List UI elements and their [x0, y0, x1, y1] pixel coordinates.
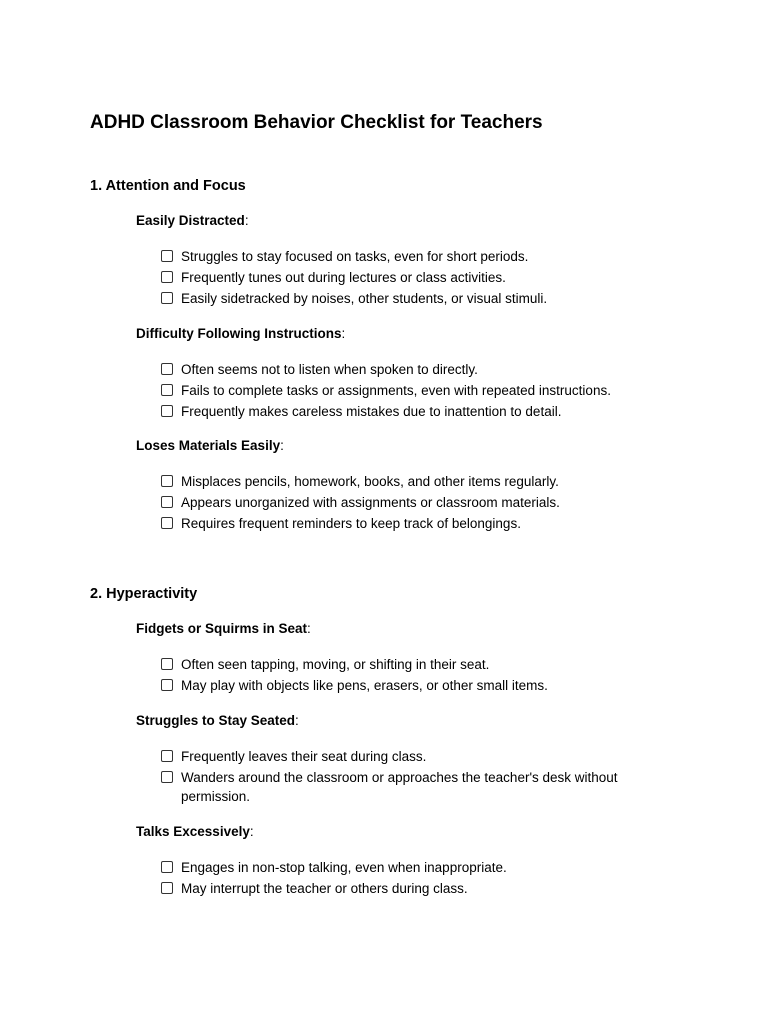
checkbox-icon[interactable] — [161, 384, 173, 396]
checkbox-icon[interactable] — [161, 475, 173, 487]
subheading-label: Fidgets or Squirms in Seat — [136, 621, 308, 636]
checkbox-icon[interactable] — [161, 250, 173, 262]
subheading-suffix: : — [341, 326, 346, 341]
checkbox-icon[interactable] — [161, 292, 173, 304]
checkbox-icon[interactable] — [161, 750, 173, 762]
checkbox-icon[interactable] — [161, 496, 173, 508]
checkbox-icon[interactable] — [161, 771, 173, 783]
subheading-loses-materials-easily — [136, 437, 284, 454]
checkbox-icon[interactable] — [161, 882, 173, 894]
checkbox-icon[interactable] — [161, 517, 173, 529]
checklist-item[interactable] — [160, 381, 660, 400]
checklist-item-text: Requires frequent reminders to keep track of belongings. — [181, 516, 521, 531]
section-heading-attention-focus: 1. Attention and Focus — [90, 178, 246, 194]
checklist-struggles-to-stay-seated — [160, 747, 640, 806]
checklist-item[interactable] — [160, 493, 660, 512]
checklist-item-text: Frequently makes careless mistakes due to inattention to detail. — [181, 404, 562, 419]
subheading-label: Difficulty Following Instructions — [136, 326, 342, 341]
subheading-suffix: : — [244, 213, 249, 228]
checklist-item[interactable] — [160, 768, 640, 806]
subheading-label: Struggles to Stay Seated — [136, 713, 296, 728]
subheading-suffix: : — [249, 824, 254, 839]
checklist-item-text: Frequently tunes out during lectures or class activities. — [181, 270, 506, 285]
checklist-item-text: Struggles to stay focused on tasks, even for short periods. — [181, 249, 529, 264]
subheading-difficulty-following-instructions — [136, 325, 345, 342]
checklist-easily-distracted — [160, 247, 660, 308]
checklist-item-text: Often seems not to listen when spoken to directly. — [181, 362, 478, 377]
checkbox-icon[interactable] — [161, 861, 173, 873]
checklist-item[interactable] — [160, 514, 660, 533]
checklist-item-text: Misplaces pencils, homework, books, and other items regularly. — [181, 474, 559, 489]
subheading-suffix: : — [280, 438, 284, 453]
checklist-item[interactable] — [160, 289, 660, 308]
checklist-item[interactable] — [160, 747, 640, 766]
subheading-suffix: : — [307, 621, 311, 636]
checklist-talks-excessively — [160, 858, 660, 898]
checklist-item-text: Easily sidetracked by noises, other students, or visual stimuli. — [181, 291, 548, 306]
checklist-item[interactable] — [160, 676, 660, 695]
checklist-loses-materials-easily — [160, 472, 660, 533]
subheading-easily-distracted — [136, 212, 249, 229]
checklist-item[interactable] — [160, 655, 660, 674]
checklist-item-text: Frequently leaves their seat during class. — [181, 749, 427, 764]
checklist-item[interactable] — [160, 402, 660, 421]
checklist-item-text: Appears unorganized with assignments or classroom materials. — [181, 495, 560, 510]
section-heading-hyperactivity: 2. Hyperactivity — [90, 586, 198, 602]
subheading-struggles-to-stay-seated — [136, 712, 299, 729]
checklist-item[interactable] — [160, 360, 660, 379]
subheading-fidgets-or-squirms — [136, 620, 311, 637]
checklist-item-text: Fails to complete tasks or assignments, even with repeated instructions. — [181, 383, 611, 398]
checkbox-icon[interactable] — [161, 679, 173, 691]
checklist-item-text: May interrupt the teacher or others during class. — [181, 881, 468, 896]
checkbox-icon[interactable] — [161, 271, 173, 283]
checklist-item[interactable] — [160, 879, 660, 898]
subheading-suffix: : — [295, 713, 299, 728]
checklist-difficulty-following-instructions — [160, 360, 660, 421]
checklist-item-text: May play with objects like pens, erasers, or other small items. — [181, 678, 548, 693]
checklist-item[interactable] — [160, 268, 660, 287]
checklist-item[interactable] — [160, 247, 660, 266]
checkbox-icon[interactable] — [161, 405, 173, 417]
checkbox-icon[interactable] — [161, 363, 173, 375]
checklist-item[interactable] — [160, 472, 660, 491]
checklist-item-text: Wanders around the classroom or approaches the teacher's desk without permission. — [181, 770, 618, 804]
checklist-fidgets-or-squirms — [160, 655, 660, 695]
subheading-label: Loses Materials Easily — [136, 438, 281, 453]
checklist-item[interactable] — [160, 858, 660, 877]
subheading-label: Easily Distracted — [136, 213, 245, 228]
checklist-item-text: Often seen tapping, moving, or shifting in their seat. — [181, 657, 490, 672]
checklist-item-text: Engages in non-stop talking, even when inappropriate. — [181, 860, 507, 875]
subheading-talks-excessively — [136, 823, 254, 840]
subheading-label: Talks Excessively — [136, 824, 250, 839]
checkbox-icon[interactable] — [161, 658, 173, 670]
page-title: ADHD Classroom Behavior Checklist for Teachers — [90, 112, 543, 133]
